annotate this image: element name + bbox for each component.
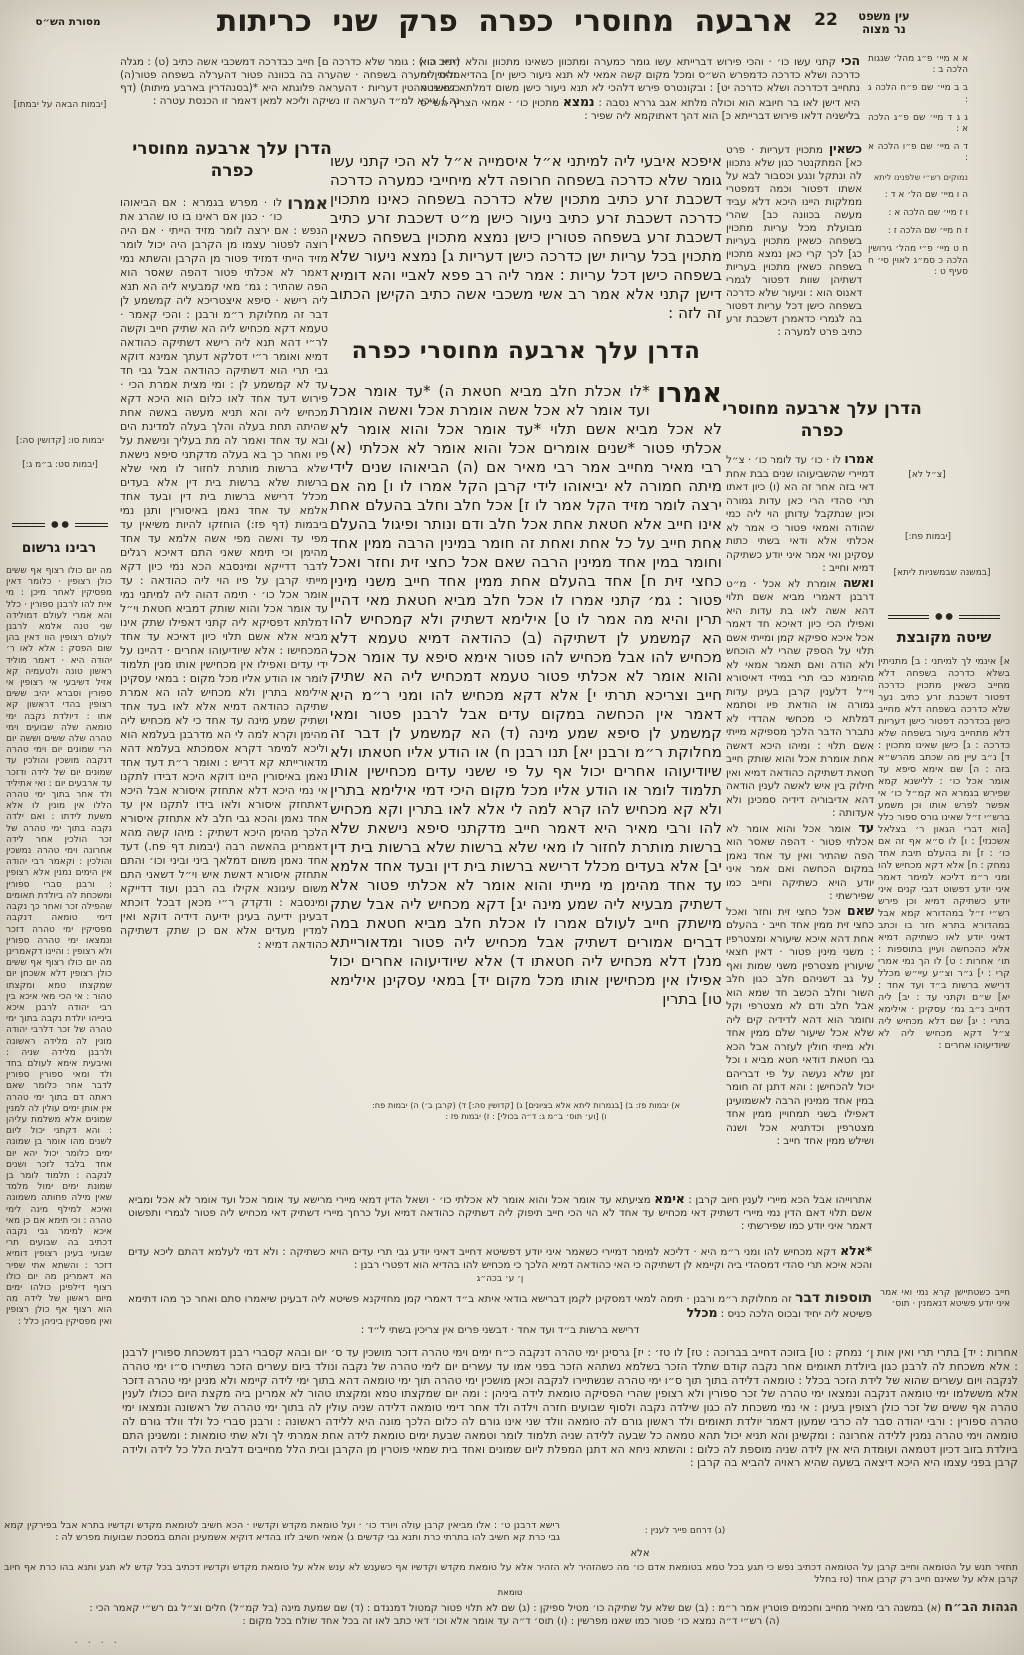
footer-notes-fragment: אחרות : יד] בתרי תרי ואין אות ן׳ נמחק : טו] בזוכה דחייב בברוכה : טז] לו טז׳ : יז] גרסינן	[601, 1346, 1018, 1359]
footer-wide-block	[122, 1346, 1018, 1470]
rashi-text: אומרת לא אכל · מ״ט דרבנן דאמרי מביא אשם תלוי דהא אשה לאו בת עדות היא ואפילו הכי כיון דאיכא חד דאמר אכל איכא ספיקא קמן ומייתי אשם תלוי על הספק שהרי לא הוכחש ולא הודה ואם תאמר אמאי לא מהימנא כבי תרי במידי דאיסורא וי״ל דלענין קרבן בעינן עדות גמורה או הודאת פיו וסתמא דמלתא כי מכחשי אהדדי לא נתברר הדבר הלכך מספיקא מייתי אשם תלוי : ומיהו היכא דאשה אחת אומרת אכל והוא שותק חייב חטאת דשתיקה כהודאה דמיא ואין חילוק בין איש לאשה לענין הודאה דהא אדיבוריה דידיה סמכינן ולא אעדותה :	[726, 577, 874, 819]
hagahot-habach-block	[4, 1600, 1018, 1628]
ein-mishpat-header-line1: עין משפט	[858, 9, 910, 23]
gutter-note: [יבמות פח:]	[904, 532, 952, 542]
page-title: ארבעה מחוסרי כפרה פרק שני כריתות	[216, 4, 794, 39]
masoret-note: [יבמות סט: ב״מ ג:]	[22, 460, 98, 470]
rashi-headword-sheim: שאם	[847, 902, 874, 918]
tosafot-text: לו · מפרש בגמרא : אם הביאוהו כו׳ · כגון אם ראינו בו טו שהרג את הנפש : אם ירצה לומר מזיד הייתי · אם היה רוצה לפטור עצמו מן הקרבן היה יכול לומר מזיד הייתי דמזיד פטור מן הקרבן והשתא נמי דאמר לא אכלתי פטור דהפה שאסר הוא הפה שהתיר : גמ׳ מאי קמבעיא ליה הא תנא ליה רישא · סיפא איצטריכא ליה קמשמע לן דבר זה מחלוקת ר״מ ורבנן : והכי קאמר · טעמא דקא מכחיש ליה הא שתיק חייב וקשה לר״י דהא תנא ליה רישא דשתיקה כהודאה דמיא ואומר ר״י דסלקא דעתך אמינא דוקא גבי תרי הוא דשתיקה כהודאה אבל גבי חד עד לא קמשמע לן : ומי מצית אמרת הכי · פירוש דעד אחד לאו כלום הוא היכא דקא מכחיש ליה והא תניא מעשה באשה אחת שהיתה תחת בעלה והלך בעלה למדינת הים ובא עד אחד ואמר לה מת בעליך ונישאת על פיו ואחר כך בא בעלה מדקתני סיפא נישאת שלא ברשות מותרת לחזור לו מאי שלא ברשות שלא ברשות בית דין אלא בעדים מכלל דרישא ברשות בית דין ובעד אחד אלמא עד אחד נאמן באיסורין ותנן נמי ביבמות (דף פז:) הוחזקו להיות משיאין עד מפי עד ואשה מפי אשה אלמא עד אחד מהימן וכי תימא שאני התם דאיכא רגלים לדבר דדייקא ומינסבא הכא נמי כיון דקא מייתי קרבן על פיו הוי ליה כהודאה : עד אומר אכל כו׳ · תימה דהוה ליה למיתני נמי עד אומר אכל והוא שותק דמביא חטאת וי״ל דמלתא דפסיקא ליה קתני דאפילו שתק אינו מביא אלא אשם תלוי כיון דאיכא עד אחד המכחישו : אלא שיודיעוהו אחרים · דהיינו על ידי עדים ואפילו אין מכחישין אותו מנין תלמוד לומר או הודע אליו מכל מקום : במאי עסקינן אילימא בתרין ולא מכחיש להו הא אמרת שתיקה כהודאה דמיא אלא לאו בעד אחד ושתיק שמע מינה עד אחד כי לא מכחיש ליה מהימן וקרא למה לי הא מדרבנן בעלמא הוא וליכא למימר דקרא אסמכתא בעלמא דהא מדאורייתא קא דריש : ואומר ר״ת דעד אחד נאמן באיסורין היינו דוקא היכא דבידו לתקנו אי נמי היכא דלא אתחזק איסורא אבל היכא דאתחזק איסורא ולאו בידו לתקנו אין עד אחד נאמן והכא גבי חלב לא אתחזק איסורא הלכך מהימן היכא דשתיק : מיהו קשה מהא דאמרינן בהאשה רבה (יבמות דף פח.) דעד אחד נאמן משום דמלאך ביני וביני וכו׳ והתם אתחזק איסורא דאשת איש וי״ל דשאני התם משום עיגונא אקילו בה רבנן ועוד דדייקא ומינסבא : ודקדק ר״י מכאן דבכל דוכתא דבעינן ידיעה בעינן ידיעה דידיה דוקא ואין למדין מעדים אלא אם כן שתק דשתיקה כהודאה דמיא :	[120, 196, 328, 951]
hagahot-text: (א) במשנה רבי מאיר מחייב וחכמים פוטרין אמר ר״מ : (ב) שם שלא על שתיקה כו׳ מטיל ספיקן : (ג) שם לא תלוי פטור קמטול דמנגדם : (ד) שם שמעת מינה (בל קמ״ל) חלים וצ״ל גם רש״י קאמר הכי :	[89, 1603, 942, 1614]
gemara-hadran-header: הדרן עלך ארבעה מחוסרי כפרה	[351, 338, 701, 364]
footer-text: זה מחלוקת ר״מ ורבנן · תימה למאי דמסקינן לקמן דברישא בודאי איתא ב״ד דאמרי קמן מחזיקנא פשיטא ליה דבעינן שיאמרו סתם ואחר כך מהו דתימא פשיטא ליה יחיד ובכוס הלכה כניס :	[128, 1293, 872, 1320]
footer-headword-aima: אימא	[654, 1191, 685, 1206]
divider-ornament	[888, 612, 1000, 621]
ein-mishpat-header-line2: נר מצוה	[862, 22, 906, 36]
shitah-mekubetzet-title: שיטה מקובצת	[896, 630, 992, 646]
hagahot-habach-title: הגהות הב״ח	[944, 1599, 1018, 1614]
footer-text: אתרוייהו אבל הכא מיירי לענין חיוב קרבן :	[688, 1194, 872, 1206]
footer-small-note: ן׳ ע׳ בכה״ג	[476, 1274, 524, 1284]
footer-headword-michlal: מכלל	[686, 1305, 718, 1320]
hagahot-habach-line2: (ה) רש״י ד״ה נמצא כו׳ פטור כמו שאנו מפרשין : (ו) תוס׳ ד״ה עד אומר אלא וכו׳ דאי כתב לאו זה בכל אחד שולח בכל מקום :	[242, 1616, 780, 1627]
gemara-text: *לו אכלת חלב מביא חטאת ה) *עד אומר אכל ועד אומר לא אכל אשה אומרת אכל ואשה אומרת לא אכל מביא אשם תלוי *עד אומר אכל והוא אומר לא אכלתי פטור *שנים אומרים אכל והוא אומר לא אכלתי (א) רבי מאיר מחייב אמר רבי מאיר אם (ה) הביאוהו שנים לידי מיתה חמורה לא יביאוהו לידי קרבן הקל אמרו לו ו] מה אם ירצה לומר מזיד הקל אמר לו ז] אכל חלב וחלב בהעלם אחת אינו חייב אלא חטאת אחת אכל חלב ודם ונותר ופיגול בהעלם אחת חייב על כל אחת ואחת זה חומר במינין הרבה ממין אחד וחומר במין אחד ממינין הרבה שאם אכל כחצי זית וחזר ואכל כחצי זית ח] אחד בהעלם אחת ממין אחד חייב משני מינין פטור : גמ׳ קתני אמרו לו אכל חלב מביא חטאת מאי דהיין תרין והיא מה אמר לו ט] אילימא דשתיק ולא קמכחיש להו הא קמשמע לן דשתיקה (ב) כהודאה דמיא טעמא דלא מכחיש להו אבל מכחיש להו פטור אימא סיפא עד אומר אכל והוא אומר לא אכלתי פטור טעמא דמכחיש ליה הא שתיק חייב וצריכא תרתי י] אלא דקא מכחיש להו ומני ר״מ היא דאמר אין הכחשה במקום עדים אבל לרבנן פטור ומאי קמשמע לן סיפא שמע מינה (ד) הא קמשמע לן דבר זה מחלוקת ר״מ ורבנן יא] תנו רבנן ח) או הודע אליו חטאתו ולא שיודיעוהו אחרים יכול אף על פי ששני עדים מכחישין אותו תלמוד לומר או הודע אליו מכל מקום היכי דמי אילימא בתרין ולא קא מכחיש להו קרא למה לי אלא לאו בתרין וקא מכחיש להו ורבי מאיר היא דאמר חייב מדקתני סיפא נישאת שלא ברשות מותרת לחזור לו מאי שלא ברשות שלא ברשות בית דין יב] אלא בעדים מכלל דרישא ברשות בית דין ובעד אחד אלמא עד אחד מהימן מי מייתי והוא אומר לא אכלתי פטור אלא דשתיק מבעיא ליה שמע מינה יג] דקא מכחיש ליה אבל שתק מישתק חייב לעולם אמרו לו אכלת חלב מביא חטאת במה דברים אמורים דשתיק אבל מכחיש ליה פטור ומדאורייתא מנלן דלא מכחיש ליה חטאתו ד) אלא שיודיעוהו אחרים יכול אפילו אין מכחישין אותו מכל מקום יד] במאי עסקינן אילימא טו] בתרין	[330, 382, 722, 1008]
footer-text: דקא מכחיש להו ומני ר״מ היא · דליכא למימר דמיירי כשאמר איני יודע דפשיטא דחייב דאיני יודע גבי תרי עדים הויא כשתיקה : ולא דמי לעלמא דהתם ליכא עדים והכא איכא תרי סהדי דמסהדי ביה וקיימא לן דשתיקה כי האי כהודאה דמיא הלכך כי מכחיש להו בהדיא הוא דפטרי רבנן :	[128, 1246, 872, 1271]
hagahot-habach-line1	[4, 1600, 1018, 1615]
rashi-text: אומר אכל והוא אומר לא אכלתי פטור · דהפה שאסר הוא הפה שהתיר ואין עד אחד נאמן במקום הכחשה ואם אמר איני יודע הויא כשתיקה וחייב כמו שפירשתי :	[726, 822, 874, 902]
tosafot-davar-title: תוספות דבר	[795, 1290, 872, 1306]
gutter-note: [צ״ל לא]	[908, 470, 946, 480]
ein-mishpat-entry: ו ז מיי׳ שם הלכה א :	[888, 208, 968, 219]
gemara-footnotes	[330, 1100, 722, 1121]
rashi-paragraph	[726, 452, 874, 576]
rashi-text: מתכוין דעריות · פרט כא] המתקנטר כגון שלא נתכוון לה ונתקל ונגע וכסבור לבא על אשתו דפטור וכמה דמפטרי ממלקות היינו היכא דלא עביד מעשה בכוונה כב] שהרי מבועלת מכל עריות מתכוין בשפחה כשאין מתכוין בעריות כג] לכך קרי כאן נמצא מתכוין בשפחה כשאין מתכוין בעריות דשתיהן שוות דפטור לגמרי דאנוס הוא : וניעור שלא כדרכה בשפחה כישן דכל עריות דפטור בה לגמרי כדאמרן דשכבת זרע כתיב פרט למערה :	[726, 144, 862, 338]
ein-mishpat-note: נמוקים רש״י שלפנינו ליתא	[873, 171, 968, 182]
rashi-lower-column	[726, 452, 874, 1149]
mishnah-initial-word: אמרו	[656, 378, 722, 409]
ein-mishpat-entry: ח ט מיי׳ פ״י מהל׳ גירושין הלכה כ סמ״ג לאוין סי׳ ח סעיף ט :	[868, 244, 968, 277]
gutter-note: [במשנה שבמשניות ליתא]	[893, 568, 991, 578]
tosafot-hadran-header	[126, 138, 338, 182]
footer-text: ימי טהרה דנקבה כ״ח ימים וימי טהרה דזכר מושכין עד ס׳ יום ובהא קסברי רבנן דמשכחת ספורין לרבנן : אלא משכחת לה לרבנן כגון ביולדת תאומים אחר נקבה קודם שתלד הזכר בשלמא נשתהא הזכר בפני אמו עד עשרים יום לימי טהרה של נקבה ונולד ביום עשרים הזכר נשתיירו ס״ו ימי טהרה לנקבה ויום עשרים שהוא של לידת הזכר בכלל : טומאה דלידה בתוך תוך ס״ו ימי טהרה שנשתיירו לנקבה וכאן מושכין ימי טהרה תוך ימי טומאה דהא בתוך ימי לידה קיימא ולא מנינן ימי טהרה דזכר אלא מששלמו ימי טומאה דנקבה ונמצאו ימי טהרה של זכר ספורין ולא רצופין שהרי הפסיקה טומאת לידה ביניהן : ומה יום שמקצתו טמא ומקצתו טהור לא אמרינן ביה מקצת היום ככולו לענין טהרה אף ששים של זכר כולן רצופין בעינן : אי נמי משכחת לה כגון שילדה נקבה ולסוף שבועים חזרה וילדה ולד אחר דימי טומאה דלידה שניה עולין לה בתוך ימי טהרה של ראשונה ונמצאו ימי טהרה ספורין : ורבי יהודה סבר לה כרבי שמעון דאמר יולדת תאומים ולד ראשון גורם לה טומאה וולד שני אינו גורם לה כלום הלכך מונה היא ללידה ראשונה : ורבנן סברי כל ולד וולד גורם לה טומאה וימי טהרה נמנין ללידה אחרונה : ומקשינן והא תניא יכול תהא טמאה כל שבעה ללידה שניה תלמוד לומר וטמאה שבעת ימים טומאת לידה אחת אמרתי לך ולא שתי טומאות : ומשנינן התם ביולדת בזוב דכיון דטמאה ועומדת היא אין לידה שניה מוספת לה כלום : והשתא ניחא הא דתנן המפלת ליום שמונים ואחד בית שמאי פוטרין מן הקרבן ובית הלל מחייבים דלבית הלל כל לידה ולידה קרבן בפני עצמו היא היכא דיצאה בשעה שהיא ראויה להביא בה קרבן :	[122, 1346, 1018, 1470]
rashi-text: לו · כו׳ עד לומר כו׳ · צ״ל דמיירי שהשביעוהו שנים בבת אחת דאי בזה אחר זה הא (ו) כיון דאתו תרי סהדי הרי כאן עדות גמורה וכיון שנתקבל עדותן הוי ליה כמי שהודה ואמאי פטור כי אמר לא אכלתי אלא ודאי בשתי כתות עסקינן ואי אמר איני יודע כשתיקה דמיא וחייב :	[726, 454, 874, 574]
rashi-paragraph	[726, 576, 874, 821]
rashi-hadran-line1: הדרן עלך ארבעה מחוסרי	[722, 399, 922, 419]
rashi-hadran-header	[716, 398, 928, 442]
footer-ela-row	[128, 1244, 872, 1272]
rashi-text: מתכוין כו׳ · אמאי הצריך הש״ס בלישניה דלאו פירוש דברייתא כ] הוא דהך דאתוקמא ליה שפיר :	[420, 97, 860, 122]
scan-artifact-dots: · · · ·	[74, 1636, 120, 1649]
ein-mishpat-header	[850, 10, 918, 36]
ein-mishpat-entry: ז ח מיי׳ שם הלכה ז :	[887, 226, 968, 237]
ein-mishpat-entry: א א מיי׳ פ״ג מהל׳ שגגות הלכה ב :	[868, 54, 968, 76]
rashi-mid-block	[726, 142, 862, 339]
gemara-main	[330, 378, 722, 1009]
ein-mishpat-entry: ה ו מיי׳ שם הל׳ א ד :	[884, 189, 968, 200]
rashi-headword-veisha: ואשה	[842, 574, 874, 590]
shitah-mekubetzet-body: א] אינמי לך למיתני : ב] מתניתין בשלא כדרכה בשפחה דלא מחייב כשאין מתכוין כדרכה דפטור דשכבת זרע כתיב נער שלא כדרכה בשפחה דלא מחייב כישן בכדרכה דפטור כישן דעריות דלא מתחייב ניעור בשפחה שלא כדרכה : ג] כישן שאינו מתכוין : ד] נ״ב עיין מה שכתב מהרש״א בזה : ה] שם אימא סיפא עד אומר אכל כו׳ : ללישנא קמא שפירש בגמרא הא קמ״ל כו׳ אי אפשר לפרש אותו וכן משמע ברש״י ז״ל שאינו גורס ספור כלל [הוא דברי הגאון ר׳ בצלאל אשכנזי] : ו] לו ס״א אף זה אם כו׳ : ז] ות בהעלם תיבת אחד נמחק : ח] אלא דקא מכחיש להו ומני ר״מ דליכא למימר דאמר איני יודע דפשוט דגבי קנים איני יודע כשתיקה דמיא וכן פירש רש״י ז״ל במהדורא קמא אבל במהדורא בתרא חזר בו וכתב דאיני יודע לאו כשתיקה דמיא אלא כהכחשה ועיין בתוספות : תו׳ אחרות : ט] לו הך נמי אמרי קרי : י] ג״ר וצ״ע עיי״ש מכלל דרישא ברשות ב״ד ועד אחד : יא] ש״ם וקתני עד : יב] ליה דחייב נ״ב גמ׳ עסקינן · אילימא בתרי : יג] שם דלא מכחיש ליה צ״ל דקא מכחיש ליה לא שיודיעוהו אחרים :	[878, 656, 1010, 1051]
rashi-headword-ed: עד	[858, 819, 874, 835]
tosafot-main-column	[120, 196, 328, 952]
rashi-headword-kshein: כשאין	[828, 141, 862, 156]
tosafot-initial-word: אמרו	[287, 194, 328, 214]
footer-text: מציעתא עד אומר אכל והוא אומר לא אכלתי כו׳ · ושאל הדין דמאי מיירי מרישא עד אומר אכל ועד אומר לא אכל ומביא אשם תלוי דאם הדין נמי מיירי דשתיק דאי מכחיש עד אחד לא הוי הכי חייב תיפוק ליה דשתיקה כהודאה דמיא ועל כרחך מיירי דשתיק דאי מכחיש ליה פטור לגמרי ותפשוט דאמר איני יודע כמו שפירשתי :	[128, 1194, 872, 1232]
ein-mishpat-entry: ד ה מיי׳ שם פ״ו הלכה א :	[868, 142, 968, 164]
rashi-paragraph	[726, 904, 874, 1149]
rashi-headword-nimtza: נמצא	[562, 94, 595, 109]
gemara-footnote-line1: א) יבמות פז: ב) [בגמרות ליתא אלא בציונים] ג) [קדושין סה:] ד) (קרבן ב׳) ה) יבמות פח:	[372, 1100, 680, 1110]
gemara-top: איפכא איבעי ליה למיתני א״ל איסמייה א״ל לא הכי קתני עשו גומר שלא כדרכה בשפחה חרופה דלא מיחייבי כמערה כדרכה דשכבת זרע כתיב מתכוין שלא כדרכה בשפחה כאינו מתכוין כדרכה דשכבת זרע כתיב ניעור כישן מ״ט דשכבת זרע כתיב דשכבת זרע בשפחה פטורין כישן נמצא מתכוין בשפחה כשאין מתכוין בכל עריות ישן כדרכה כישן דעריות ג] נמצא ניעור שלא בשפחה כישן דכל עריות : אמר ליה רב פפא לאביי והא דומיא דישן קתני אלא אמר רב אשי משכבי אשה כתיב הקישן הכתוב זה לזה :	[330, 152, 722, 322]
page-number: 22	[814, 10, 838, 30]
rashi-text: אכל כחצי זית וחזר ואכל כחצי זית ממין אחד חייב · בהעלם אחת דהא איכא שיעורא ומצטרפין : משני מינין פטור · דאין חצאי שיעורין מצטרפין משני שמות ואף על גב דשניהם חלב כגון חלב השור וחלב הכשב חד שמא הוא אבל חלב ודם לא מצטרפי וקל וחומר הוא דהא לדידיה קים ליה שלא אכל שיעור שלם ממין אחד ולא מייתי חולין לעזרה אבל הכא גבי חטאת דודאי חטא מביא ו וכל זמן שלא נעשה על פי דבריהם יכול להכחישן : והא דתנן זה חומר במין אחד ממינין הרבה לאשמועינן דאפילו בשני תמחויין ממין אחד מצטרפין וכדתניא אכל ושנה ושילש ממין אחד חייב :	[726, 905, 874, 1147]
rashi-hadran-line2: כפרה	[800, 421, 844, 441]
tosafot-davar-line2: דרישא ברשות ב״ד ועד אחד · דבשני פרים אין צריכין בשתי ל״ד :	[360, 1324, 640, 1336]
ein-mishpat-entry: ג ג ד מיי׳ שם פ״ג הלכה א :	[868, 112, 968, 135]
footer-headword-ela: *אלא	[840, 1243, 872, 1258]
gemara-footnote-line2: ו) [וע׳ תוס׳ ב״מ ג: ד״ה בכולי] : ז) יבמות פז :	[445, 1110, 607, 1121]
rabbeinu-gershom-title: רבינו גרשום	[21, 540, 97, 556]
tosafot-hadran-line1: הדרן עלך ארבעה מחוסרי	[132, 139, 332, 159]
rashi-top-block	[420, 54, 860, 123]
footer-bach-ref-note: (ג) דרחם פייר לענין :	[644, 1526, 726, 1536]
ein-mishpat-column	[868, 54, 968, 285]
footer-catchword-ela: אלא	[630, 1548, 650, 1559]
rashi-text: קתני עשו כו׳ · והכי פירוש דברייתא עשו גומר כמערה ומתכוון כשאינו מתכוון והלא דינא הוא כדרכה ושלא כדרכה כדמפרש הש״ס ומכל מקום קשה אמאי לא תנא ניעור כישן יח] בהדיא ולית ליה נתחייב דכדרכה ושלא כדרכה יט] : ובקונטרס פירש דלהכי לא תנא ניעור כישן משום דמלתא דפשיטא היא דישן לאו בר חיובא הוא וכולה מלתא אגב גררא נסבה :	[420, 56, 860, 109]
rashi-headword-amru: אמרו	[844, 451, 874, 466]
footer-margin-note: חייב כשטתיישן קרא נמי ואי אמר איני יודע פשיטא דנאמנין · תוס׳	[880, 1288, 1010, 1310]
divider-ornament	[12, 520, 108, 529]
footer-block2: רישא דרבנן ט׳ : אלו מביאין קרבן עולה ויורד כו׳ · ועל טומאת מקדש וקדשיו · הכא חשיב לטומאת מקדש וקדשיו בתרא אבל בפירקין קמא גבי כרת קא חשיב להו בתרתי כרת ותנא גבי קדשים ג) אמאי חשיב לזו בהדיא דוקיא אשמעינן והתם במסכת שבועות מפרש לה :	[4, 1520, 560, 1543]
masoret-note: [יבמות הבאה על יבמתו]	[13, 100, 107, 110]
tosafot-top-block: (חייב כו׳) : גומר שלא כדרכה ם] חייב כבדרכה דמשכבי אשה כתיב (ט) : מגלה מהטין ומערה בשפחה · שהערה בה בכוונה פטור דהערלה בשפחה פטור(ה) כשאינו מהטין דעריות · דהעראה פלוגתא היא *(בסנהדרין בארבע מיתות) (דף נה.) איכא למ״ד העראה זו נשיקה וליכא למאן דאמר זו הכנסת עטרה :	[120, 56, 460, 107]
masoret-note: יבמות סו: [קדושין סה:]	[16, 436, 104, 446]
tosafot-davar-row	[128, 1292, 872, 1321]
rabbeinu-gershom-body: מה יום כולו רצוף אף ששים כולן רצופין · כלומר דאין מפסיקין לאחר מיכן : מי אית להו לרבנן ספורין · כלל והא אמרי לעולם דמולידה שני טנה אלמא לרבנן לעולם רצופין הוו דאין בהן שום הפסק : אלא לאו ר׳ יהודה היא · דאמר מוליד ראשון טונה ולטעמיה קא אזיל דשיבעי אי רצופין אי ספורין וסברא יהיב ששים רצופין בהדי דראשון קא אתו : דיולדת נקבה ימי טומאה שלה שבועים וימי טהרה שלה ששים וששה יום הרי שמונים יום וימי טהרה דנקבה מושכין והולכין עד שמונים יום של לידה ודזכר עד ארבעים יום : ואי אתיליד ולד אחר בתוך ימי טהרה הללו אין מונין לו אלא משעת לידתו : ואם ילדה נקבה בתוך ימי טהרה של זכר הולכין אחר לידה אחרונה וימי טהרה נמשכין והולכין : וקאמר רבי יהודה אין הימים נמנין אלא רצופין : ורבנן סברי ספורין ומשכחת לה ביולדת תאומים שהפילה זכר ואחר כך נקבה דימי טומאה דנקבה מפסיקין ימי טהרה דזכר ונמצאו ימי טהרה ספורין ולא רצופין : והיינו דקאמרינן מה יום כולו רצוף אף ששים כולן רצופין דלא אשכחן יום שמקצתו טמא ומקצתו טהור : אי הכי מאי איכא בין רבי יהודה לרבנן איכא בינייהו יולדת נקבה בתוך ימי טהרה של זכר דלרבי יהודה מונין לה מלידה ראשונה ולרבנן מלידה שניה : ואיבעית אימא לעולם בחד ולד ומאי ספורין ספורין לדבר אחר כלומר שאם ראתה דם בתוך ימי טהרה אין אותן ימים עולין לה למנין שמונים אלא משלמת עליהן : והא דקתני יכול ליום לשנים מהו אומר בן שמונה ימים כלומר יכול יהא יום אחד בלבד לזכר ושנים לנקבה : תלמוד לומר בן שמונת ימים ימול מלמד שאין מילה פחותה משמונה ואיכא למילף מינה לימי טהרה : וכי תימא אם כן מאי איכא למימר גבי נקבה דכתיב בה שבועים תרי שבועי בעינן רצופין דומיא דזכר : והשתא אתי שפיר הא דאמרינן מה יום כולו רצוף דילפינן כולהו ימים מיום ראשון של לידה מה הוא רצוף אף כולן רצופין ואין מפסיקין ביניהן כלל :	[5, 566, 112, 1327]
ein-mishpat-entry: ב ב מיי׳ שם פ״ח הלכה ג :	[868, 83, 968, 105]
footer-tahzir-line: תחזיר תנש על הטומאה וחייב קרבן על הטומאה דכתיב נפש כי תגע בכל טמא בטומאת אדם כו׳ מה כשהזהיר לא הזהיר אלא על טומאת מקדש וקדשיו אף כשענש לא ענש אלא על טומאת מקדש וקדשיו דכתיב בכל קדש לא תגע ותנא בהו כרת אף חיוב קרבן אלא על שאינם חייב רק קרבן אחד (טז בחלל	[4, 1562, 1018, 1585]
tosafot-hadran-line2: כפרה	[210, 161, 254, 181]
footer-catchword-tumat: טומאת	[497, 1588, 523, 1598]
rashi-paragraph	[726, 821, 874, 904]
masoret-hashas-header: מסורת הש״ס	[35, 16, 101, 28]
rashi-headword-hachi: הכי	[840, 53, 860, 68]
footer-aima-row	[128, 1192, 872, 1233]
